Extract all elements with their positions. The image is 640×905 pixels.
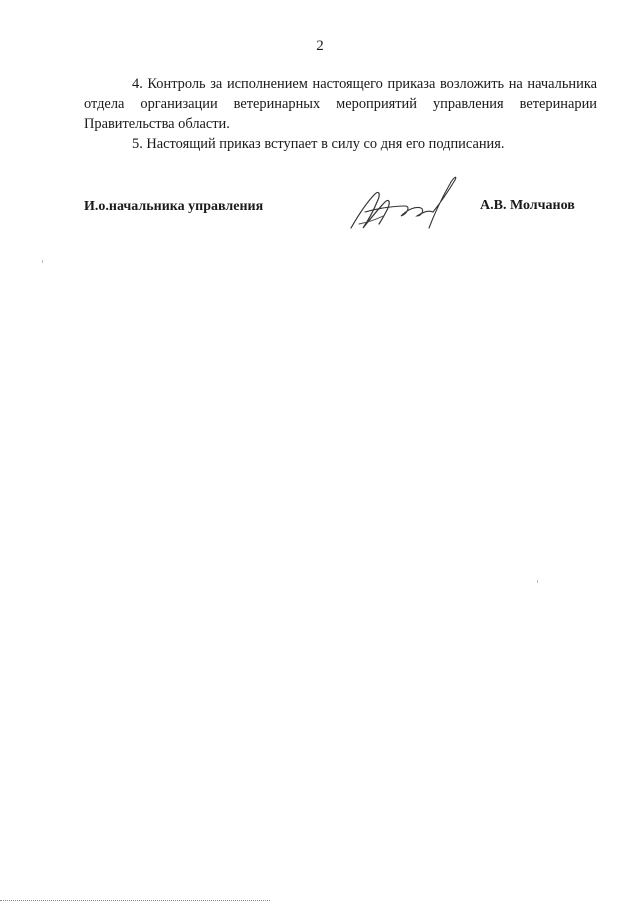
paragraph-5: 5. Настоящий приказ вступает в силу со дня его подписания.	[132, 136, 505, 152]
scan-speck	[42, 260, 43, 263]
signatory-title: И.о.начальника управления	[84, 199, 264, 214]
paragraph-4: 4. Контроль за исполнением настоящего приказа возложить на начальника отдела организации ветеринарных мероприятий управления ветеринарии Правительства области.	[84, 76, 597, 132]
footer-dotted-rule	[0, 900, 270, 901]
page-number: 2	[316, 38, 324, 54]
handwritten-signature	[345, 172, 465, 236]
document-body	[84, 74, 597, 154]
signatory-name: А.В. Молчанов	[480, 198, 575, 213]
scan-speck	[537, 580, 538, 583]
